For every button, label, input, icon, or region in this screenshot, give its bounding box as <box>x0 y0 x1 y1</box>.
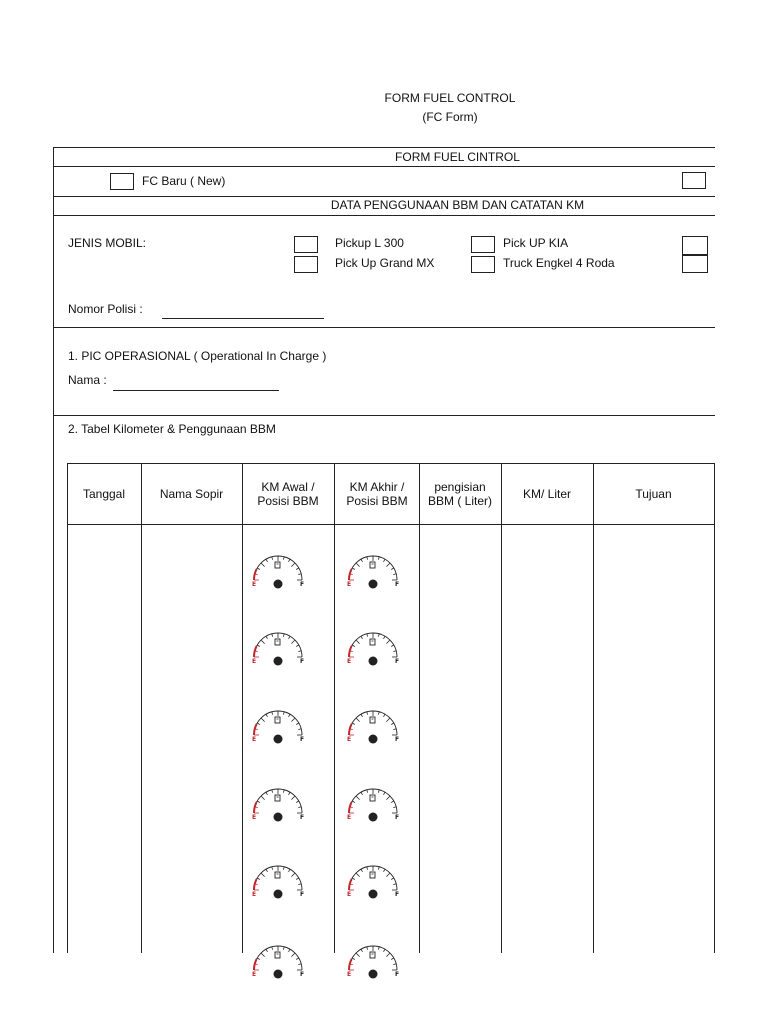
gauge-empty-label: E <box>347 581 352 588</box>
pickup-kia-label: Pick UP KIA <box>503 236 569 250</box>
fuel-gauge-akhir <box>339 629 409 669</box>
gauge-empty-label: E <box>252 814 257 821</box>
divider <box>53 415 715 416</box>
jenis-mobil-label: JENIS MOBIL: <box>68 236 147 250</box>
fc-baru-label: FC Baru ( New) <box>142 174 226 188</box>
gauge-full-label: F <box>395 891 400 898</box>
nomor-polisi-label: Nomor Polisi : <box>68 302 143 316</box>
nama-label: Nama : <box>68 373 107 387</box>
km-akhir-fuel-gauge-icon[interactable] <box>339 942 409 982</box>
fuel-gauge-akhir <box>339 785 409 825</box>
fuel-gauge-awal <box>244 629 314 669</box>
fuel-gauge-akhir <box>339 862 409 902</box>
gauge-full-label: F <box>300 814 305 821</box>
table-col-line <box>242 463 243 953</box>
gauge-empty-label: E <box>252 581 257 588</box>
header-pengisian: pengisian BBM ( Liter) <box>427 480 492 508</box>
nomor-polisi-input-line[interactable] <box>162 318 324 319</box>
header-km-awal: KM Awal / Posisi BBM <box>257 480 319 508</box>
fuel-gauge-akhir <box>339 942 409 982</box>
form-subtitle: (FC Form) <box>422 110 478 124</box>
fuel-gauge-awal <box>244 707 314 747</box>
pickup-grand-mx-checkbox[interactable] <box>294 256 318 273</box>
gauge-empty-label: E <box>252 971 257 978</box>
km-awal-fuel-gauge-icon[interactable] <box>244 629 314 669</box>
divider-top <box>53 147 715 148</box>
gauge-empty-label: E <box>252 891 257 898</box>
pickup-l300-checkbox[interactable] <box>294 236 318 253</box>
gauge-empty-label: E <box>252 736 257 743</box>
km-awal-fuel-gauge-icon[interactable] <box>244 707 314 747</box>
gauge-empty-label: E <box>347 814 352 821</box>
divider <box>53 327 715 328</box>
table-col-line <box>334 463 335 953</box>
gauge-empty-label: E <box>347 736 352 743</box>
pickup-kia-checkbox[interactable] <box>471 236 495 253</box>
other-vehicle-checkbox-2[interactable] <box>682 255 708 273</box>
gauge-full-label: F <box>395 658 400 665</box>
other-vehicle-checkbox-1[interactable] <box>682 236 708 255</box>
fuel-gauge-awal <box>244 785 314 825</box>
divider <box>53 166 715 167</box>
form-left-border <box>53 147 54 953</box>
table-col-line <box>67 463 68 953</box>
table-col-line <box>419 463 420 953</box>
km-awal-fuel-gauge-icon[interactable] <box>244 785 314 825</box>
fuel-gauge-akhir <box>339 552 409 592</box>
km-akhir-fuel-gauge-icon[interactable] <box>339 629 409 669</box>
fuel-gauge-awal <box>244 552 314 592</box>
gauge-empty-label: E <box>347 971 352 978</box>
gauge-empty-label: E <box>347 891 352 898</box>
gauge-full-label: F <box>395 581 400 588</box>
header-tujuan: Tujuan <box>635 487 672 501</box>
gauge-full-label: F <box>395 814 400 821</box>
header-km-akhir: KM Akhir / Posisi BBM <box>346 480 408 508</box>
gauge-full-label: F <box>300 658 305 665</box>
truck-engkel-checkbox[interactable] <box>471 256 495 273</box>
km-akhir-fuel-gauge-icon[interactable] <box>339 785 409 825</box>
table-header-divider <box>67 524 715 525</box>
table-col-line <box>714 463 715 953</box>
table-col-line <box>593 463 594 953</box>
km-akhir-fuel-gauge-icon[interactable] <box>339 552 409 592</box>
gauge-empty-label: E <box>252 658 257 665</box>
gauge-full-label: F <box>300 891 305 898</box>
table-col-line <box>501 463 502 953</box>
data-title: DATA PENGGUNAAN BBM DAN CATATAN KM <box>330 198 585 212</box>
km-awal-fuel-gauge-icon[interactable] <box>244 942 314 982</box>
km-awal-fuel-gauge-icon[interactable] <box>244 862 314 902</box>
gauge-full-label: F <box>300 971 305 978</box>
pickup-l300-label: Pickup L 300 <box>335 236 404 250</box>
gauge-full-label: F <box>395 736 400 743</box>
fuel-gauge-akhir <box>339 707 409 747</box>
pic-title: 1. PIC OPERASIONAL ( Operational In Charge ) <box>68 349 327 363</box>
gauge-full-label: F <box>300 736 305 743</box>
gauge-full-label: F <box>395 971 400 978</box>
fc-baru-checkbox[interactable] <box>110 173 134 190</box>
table-col-line <box>141 463 142 953</box>
fuel-gauge-awal <box>244 862 314 902</box>
gauge-full-label: F <box>300 581 305 588</box>
km-akhir-fuel-gauge-icon[interactable] <box>339 707 409 747</box>
km-akhir-fuel-gauge-icon[interactable] <box>339 862 409 902</box>
pickup-grand-mx-label: Pick Up Grand MX <box>335 256 435 270</box>
divider <box>53 215 715 216</box>
section-title: FORM FUEL CINTROL <box>395 150 520 164</box>
tabel-title: 2. Tabel Kilometer & Penggunaan BBM <box>68 422 276 436</box>
header-tanggal: Tanggal <box>82 487 126 501</box>
fuel-gauge-awal <box>244 942 314 982</box>
km-awal-fuel-gauge-icon[interactable] <box>244 552 314 592</box>
nama-input-line[interactable] <box>113 390 279 391</box>
truck-engkel-label: Truck Engkel 4 Roda <box>503 256 615 270</box>
form-title: FORM FUEL CONTROL <box>384 91 516 105</box>
header-km-liter: KM/ Liter <box>522 487 571 501</box>
divider <box>53 196 715 197</box>
header-nama-sopir: Nama Sopir <box>159 487 224 501</box>
gauge-empty-label: E <box>347 658 352 665</box>
fc-revisi-checkbox[interactable] <box>682 172 706 189</box>
